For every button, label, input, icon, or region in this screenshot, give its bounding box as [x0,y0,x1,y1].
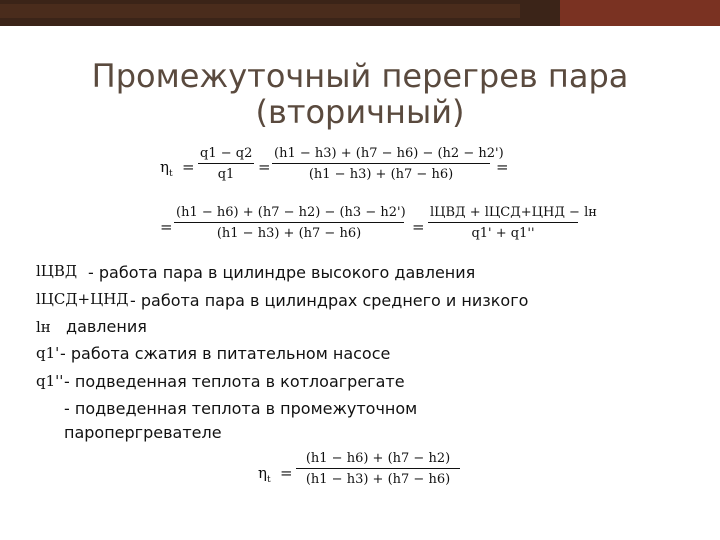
legend-text-q1pp: - подведенная теплота в котлоагрегате [64,372,405,391]
formula1-fraction-2-bar [272,163,490,164]
formula2-fraction-2-denominator: q1' + q1'' [471,226,535,241]
top-decor-accent [560,0,720,26]
formula2-fraction-1 [174,205,404,241]
legend-text-ln: давления [66,317,147,336]
formula1-fraction-2 [272,146,504,182]
legend-symbol-ln: lн [36,318,51,336]
formula1-equals-2: = [258,158,271,176]
formula3-eta-sub: t [267,475,271,485]
legend-symbol-q1p: q1' [36,344,60,362]
formula1-fraction-2-numerator: (h1 − h3) + (h7 − h6) − (h2 − h2') [274,146,504,161]
formula3-eta [258,464,271,485]
slide-title [0,58,720,130]
top-decor-bar [0,0,720,26]
formula3-fraction-bar [296,468,460,469]
formula2-fraction-2-numerator: lЦВД + lЦСД+ЦНД − lн [430,205,597,220]
legend-symbol-q1pp: q1'' [36,372,64,390]
formula1-equals-1: = [182,158,195,176]
legend-text-extra2: паропергревателе [64,423,222,442]
formula2-fraction-1-bar [174,222,404,223]
formula2-fraction-2 [428,205,597,241]
formula1-eta-sub: t [169,169,173,179]
formula3-equals: = [280,464,293,482]
formula1-fraction-1-bar [198,163,254,164]
formula2-equals-2: = [412,218,425,236]
legend-text-q1p: - работа сжатия в питательном насосе [60,344,391,363]
formula1-eta-symbol: η [160,158,169,176]
slide-title-line2: (вторичный) [255,93,465,131]
formula2-equals-1: = [160,218,173,236]
legend-text-extra1: - подведенная теплота в промежуточном [64,399,418,418]
formula2-fraction-2-bar [428,222,578,223]
formula1-fraction-1 [198,146,254,182]
formula3-fraction [296,451,460,487]
legend-symbol-lcvd: lЦВД [36,262,78,280]
formula1-equals-3: = [496,158,509,176]
legend-symbol-lcsd: lЦСД+ЦНД [36,290,129,308]
formula2-fraction-1-denominator: (h1 − h3) + (h7 − h6) [216,226,362,241]
formula3-fraction-denominator: (h1 − h3) + (h7 − h6) [305,472,451,487]
legend-text-lcsd: - работа пара в цилиндрах среднего и низкого [130,291,529,310]
slide-title-line1: Промежуточный перегрев пара [91,57,629,95]
top-decor-stripe [0,4,520,18]
formula2-fraction-1-numerator: (h1 − h6) + (h7 − h2) − (h3 − h2') [176,205,406,220]
formula3-fraction-numerator: (h1 − h6) + (h7 − h2) [305,451,451,466]
formula1-eta [160,158,173,179]
formula1-fraction-2-denominator: (h1 − h3) + (h7 − h6) [308,167,454,182]
formula3-eta-symbol: η [258,464,267,482]
formula1-fraction-1-numerator: q1 − q2 [200,146,253,161]
formula1-fraction-1-denominator: q1 [217,167,235,182]
legend-text-lcvd: - работа пара в цилиндре высокого давления [88,263,476,282]
